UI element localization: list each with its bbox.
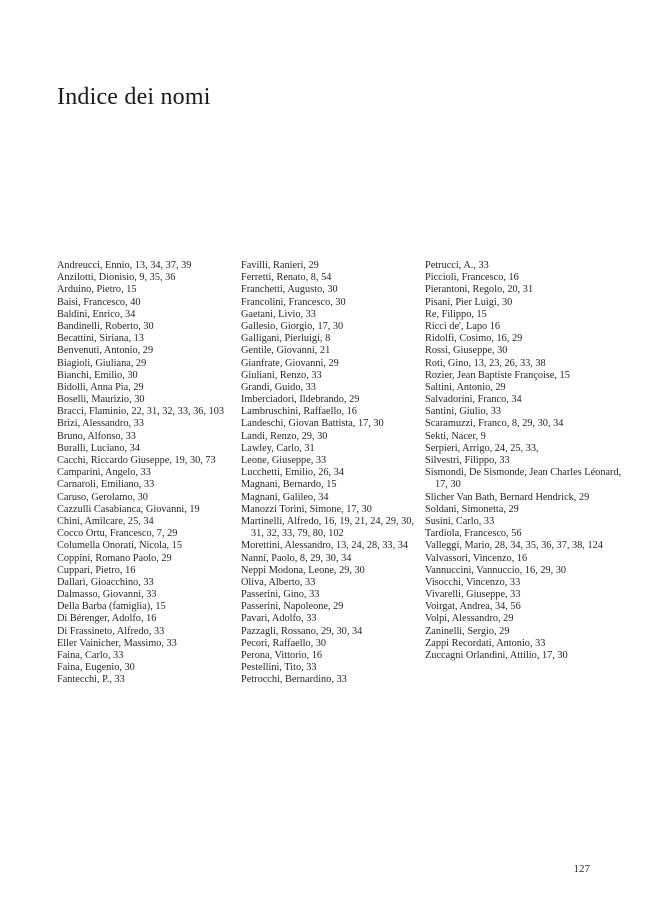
index-entry: Ridolfi, Cosimo, 16, 29: [425, 333, 523, 345]
index-entry: Gallesio, Giorgio, 17, 30: [241, 320, 344, 332]
index-entry: Magnani, Bernardo, 15: [241, 479, 337, 491]
index-entry: Della Barba (famiglia), 15: [57, 601, 166, 613]
index-entry: Benvenuti, Antonio, 29: [57, 345, 154, 357]
index-entry: Rozier, Jean Baptiste Françoise, 15: [425, 369, 570, 381]
index-entry: Fantecchi, P., 33: [57, 674, 125, 686]
index-entry: Bandinelli, Roberto, 30: [57, 320, 154, 332]
index-entry: Neppi Modona, Leone, 29, 30: [241, 564, 365, 576]
index-entry: Rossi, Giuseppe, 30: [425, 345, 508, 357]
index-entry: Camparini, Angelo, 33: [57, 467, 151, 479]
index-entry: Lucchetti, Emilio, 26, 34: [241, 467, 344, 479]
index-entry: Serpieri, Arrigo, 24, 25, 33,: [425, 442, 539, 454]
index-entry: Faina, Carlo, 33: [57, 650, 124, 661]
index-entry: Ferretti, Renato, 8, 54: [241, 272, 332, 284]
index-entry: Susini, Carlo, 33: [425, 515, 495, 527]
index-entry: Slicher Van Bath, Bernard Hendrick, 29: [425, 491, 590, 503]
index-entry: Sismondi, De Sismonde, Jean Charles Léonard, 17, 30: [425, 467, 622, 491]
index-entry: Bruno, Alfonso, 33: [57, 430, 136, 442]
index-entry: Vannuccini, Vannuccio, 16, 29, 30: [425, 564, 567, 576]
index-entry: Bianchi, Emilio, 30: [57, 369, 138, 381]
index-entry: Saltini, Antonio, 29: [425, 381, 506, 393]
index-column-2: [241, 260, 421, 687]
index-entry: Soldani, Simonetta, 29: [425, 503, 519, 515]
index-entry: Nanni, Paolo, 8, 29, 30, 34: [241, 552, 352, 564]
index-entry: Landi, Renzo, 29, 30: [241, 430, 328, 442]
index-entry: Andreucci, Ennio, 13, 34, 37, 39: [57, 260, 192, 271]
index-entry: Cacchi, Riccardo Giuseppe, 19, 30, 73: [57, 455, 216, 466]
index-entry: Valleggi, Mario, 28, 34, 35, 36, 37, 38, 124: [425, 540, 603, 552]
index-entry: Leone, Giuseppe, 33: [241, 455, 327, 466]
index-entry: Di Frassineto, Alfredo, 33: [57, 625, 165, 637]
index-entry: Pavari, Adolfo, 33: [241, 613, 317, 625]
name-index: [57, 260, 622, 700]
index-entry: Arduino, Pietro, 15: [57, 284, 137, 296]
index-entry: Boselli, Maurizio, 30: [57, 394, 145, 406]
index-entry: Zuccagni Orlandini, Attilio, 17, 30: [425, 650, 568, 661]
index-entry: Galligani, Pierluigi, 8: [241, 333, 331, 345]
index-entry: Silvestri, Filippo, 33: [425, 455, 510, 466]
index-entry: Favilli, Ranieri, 29: [241, 260, 319, 271]
index-entry: Visocchi, Vincenzo, 33: [425, 576, 521, 588]
index-entry: Brizi, Alessandro, 33: [57, 418, 144, 430]
index-entry: Manozzi Torini, Simone, 17, 30: [241, 503, 372, 515]
index-entry: Sekti, Nacer, 9: [425, 430, 486, 442]
index-entry: Magnani, Galileo, 34: [241, 491, 329, 503]
index-entry: Francolini, Francesco, 30: [241, 296, 346, 308]
index-column-1: [57, 260, 235, 687]
index-entry: Anzilotti, Dionisio, 9, 35, 36: [57, 272, 176, 284]
index-entry: Bidolli, Anna Pia, 29: [57, 381, 144, 393]
index-entry: Valvassori, Vincenzo, 16: [425, 552, 528, 564]
index-entry: Ricci de', Lapo 16: [425, 320, 501, 332]
index-entry: Santini, Giulio, 33: [425, 406, 502, 418]
index-entry: Columella Onorati, Nicola, 15: [57, 540, 182, 552]
index-entry: Dallari, Gioacchino, 33: [57, 576, 154, 588]
index-entry: Imberciadori, Ildebrando, 29: [241, 394, 360, 406]
index-entry: Morettini, Alessandro, 13, 24, 28, 33, 34: [241, 540, 409, 552]
index-entry: Pestellini, Tito, 33: [241, 662, 317, 674]
index-entry: Zappi Recordati, Antonio, 33: [425, 637, 546, 649]
index-entry: Pazzagli, Rossano, 29, 30, 34: [241, 625, 363, 637]
index-entry: Scaramuzzi, Franco, 8, 29, 30, 34: [425, 418, 564, 430]
index-entry: Cazzulli Casabianca, Giovanni, 19: [57, 503, 200, 515]
index-entry: Biagioli, Giuliana, 29: [57, 357, 147, 369]
index-entry: Lawley, Carlo, 31: [241, 442, 315, 454]
index-entry: Roti, Gino, 13, 23, 26, 33, 38: [425, 357, 546, 369]
index-entry: Grandi, Guido, 33: [241, 381, 316, 393]
index-entry: Di Bérenger, Adolfo, 16: [57, 613, 157, 625]
index-entry: Coppini, Romano Paolo, 29: [57, 552, 172, 564]
index-entry: Giuliani, Renzo, 33: [241, 369, 322, 381]
index-entry: Baisi, Francesco, 40: [57, 296, 141, 308]
index-entry: Voirgat, Andrea, 34, 56: [425, 601, 521, 613]
index-entry: Tardiola, Francesco, 56: [425, 528, 522, 540]
index-entry: Martinelli, Alfredo, 16, 19, 21, 24, 29, 30, 31, 32, 33, 79, 80, 102: [241, 515, 415, 540]
index-entry: Lambruschini, Raffaello, 16: [241, 406, 357, 418]
index-entry: Piccioli, Francesco, 16: [425, 272, 519, 284]
index-entry: Petrucci, A., 33: [425, 260, 489, 271]
page-number: 127: [573, 863, 590, 875]
index-entry: Chini, Amilcare, 25, 34: [57, 515, 154, 527]
index-column-3: [425, 260, 625, 662]
index-entry: Vivarelli, Giuseppe, 33: [425, 589, 521, 601]
index-entry: Carnaroli, Emiliano, 33: [57, 479, 155, 491]
index-entry: Eller Vainicher, Massimo, 33: [57, 637, 177, 649]
index-entry: Landeschi, Giovan Battista, 17, 30: [241, 418, 384, 430]
page-title: Indice dei nomi: [57, 84, 211, 110]
index-entry: Volpi, Alessandro, 29: [425, 613, 514, 625]
index-entry: Faina, Eugenio, 30: [57, 662, 135, 674]
index-entry: Passerini, Gino, 33: [241, 589, 320, 601]
index-entry: Buralli, Luciano, 34: [57, 442, 140, 454]
index-entry: Pisani, Pier Luigi, 30: [425, 296, 513, 308]
index-entry: Zaninelli, Sergio, 29: [425, 625, 510, 637]
index-entry: Dalmasso, Giovanni, 33: [57, 589, 157, 601]
index-entry: Perona, Vittorio, 16: [241, 650, 322, 661]
index-entry: Franchetti, Augusto, 30: [241, 284, 338, 296]
index-entry: Petrocchi, Bernardino, 33: [241, 674, 347, 686]
index-entry: Gaetani, Livio, 33: [241, 308, 316, 320]
index-entry: Gentile, Giovanni, 21: [241, 345, 331, 357]
index-entry: Oliva, Alberto, 33: [241, 576, 316, 588]
index-entry: Gianfrate, Giovanni, 29: [241, 357, 339, 369]
index-entry: Becattini, Siriana, 13: [57, 333, 144, 345]
index-entry: Cocco Ortu, Francesco, 7, 29: [57, 528, 178, 540]
index-entry: Re, Filippo, 15: [425, 308, 487, 320]
index-entry: Pecori, Raffaello, 30: [241, 637, 327, 649]
index-entry: Cuppari, Pietro, 16: [57, 564, 136, 576]
index-entry: Pierantoni, Regolo, 20, 31: [425, 284, 534, 296]
index-entry: Passerini, Napoleone, 29: [241, 601, 344, 613]
index-entry: Caruso, Gerolamo, 30: [57, 491, 148, 503]
index-entry: Salvadorini, Franco, 34: [425, 394, 522, 406]
index-entry: Baldini, Enrico, 34: [57, 308, 136, 320]
index-entry: Bracci, Flaminio, 22, 31, 32, 33, 36, 103: [57, 406, 225, 418]
